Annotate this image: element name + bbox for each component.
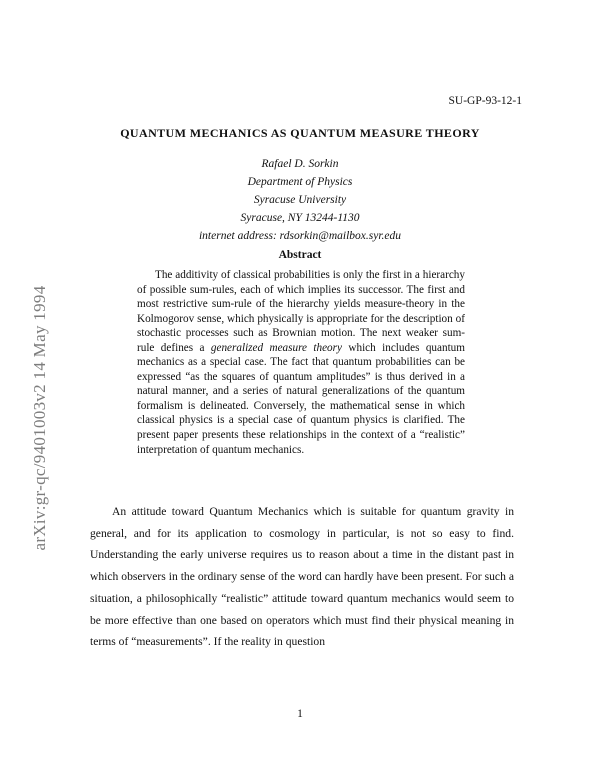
paper-title: QUANTUM MECHANICS AS QUANTUM MEASURE THEORY: [120, 126, 480, 140]
author-university: Syracuse University: [253, 194, 347, 206]
abstract-heading: Abstract: [278, 249, 322, 261]
body-paragraph: An attitude toward Quantum Mechanics which is suitable for quantum gravity in general, and for its application to cosmology in particular, is not so easy to find. Understanding the early universe requires us to reason about a time in the distant past in which observers in the ordinary sense of the word can hardly have been present. For such a situation, a philosophically “realistic” attitude toward quantum mechanics would seem to be more effective than one based on operators which must find their physical meaning in terms of “measurements”. If the reality in question: [90, 505, 514, 649]
abstract-text-part2: which includes quantum mechanics as a special case. The fact that quantum probabilities can be expressed “as the squares of quantum amplitudes” is thus derived in a natural manner, and a series of natural generalizations of the quantum formalism is delineated. Conversely, the mathematical sense in which classical physics is a special case of quantum physics is clarified. The present paper presents these relationships in the context of a “realistic” interpretation of quantum mechanics.: [137, 341, 465, 456]
abstract-emphasis: generalized measure theory: [210, 341, 342, 354]
author-name: Rafael D. Sorkin: [261, 158, 339, 170]
arxiv-identifier: arXiv:gr-qc/9401003v2 14 May 1994: [30, 285, 49, 551]
author-block: [0, 155, 600, 245]
report-number: SU-GP-93-12-1: [448, 95, 522, 107]
page-number: 1: [297, 708, 303, 720]
author-address: Syracuse, NY 13244-1130: [240, 212, 360, 224]
author-email: internet address: rdsorkin@mailbox.syr.edu: [198, 230, 401, 242]
abstract-body: [137, 268, 465, 457]
author-department: Department of Physics: [247, 176, 353, 188]
abstract-text-part1: The additivity of classical probabilities is only the first in a hierarchy of possible sum-rules, each of which implies its successor. The first and most restrictive sum-rule of the hierarchy yields measure-theory in the Kolmogorov sense, which physically is appropriate for the description of stochastic processes such as Brownian motion. The next weaker sum-rule defines a: [137, 269, 465, 354]
